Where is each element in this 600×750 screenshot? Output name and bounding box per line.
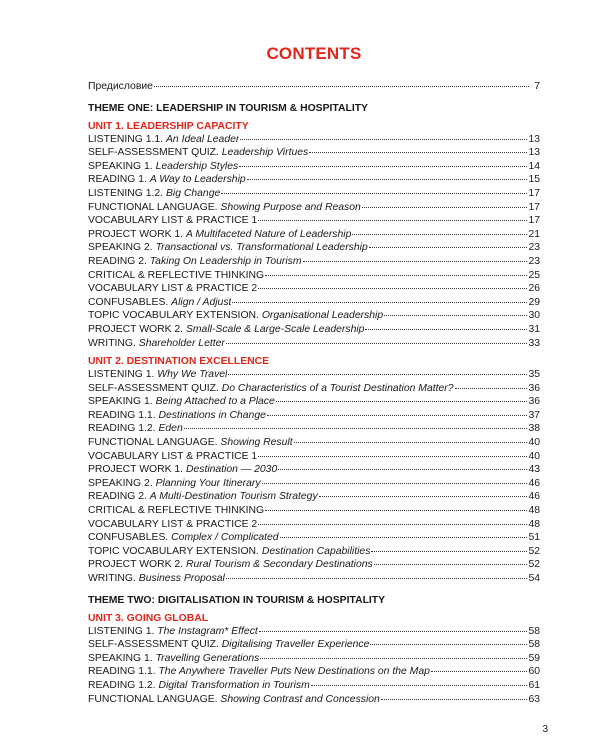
toc-page-number: 58 bbox=[528, 639, 540, 651]
toc-entry-title: Organisational Leadership bbox=[261, 310, 384, 322]
toc-entry-section: SPEAKING 2. bbox=[88, 477, 156, 489]
toc-entry-title: The Anywhere Traveller Puts New Destinations on the Map bbox=[158, 666, 430, 678]
toc-page-number: 40 bbox=[528, 437, 540, 449]
toc-entry-title: Showing Contrast and Concession bbox=[220, 693, 380, 705]
toc-page-number: 51 bbox=[528, 532, 540, 544]
dot-leader bbox=[265, 510, 527, 511]
toc-entry[interactable] bbox=[88, 368, 540, 382]
toc-page-number: 63 bbox=[528, 693, 540, 705]
toc-page-number: 58 bbox=[528, 625, 540, 637]
dot-leader bbox=[352, 234, 527, 235]
toc-entry-section: LISTENING 1.1. bbox=[88, 133, 166, 145]
toc-entry-section: VOCABULARY LIST & PRACTICE 1 bbox=[88, 215, 258, 227]
unit-heading: UNIT 1. LEADERSHIP CAPACITY bbox=[88, 120, 249, 132]
toc-page-number: 36 bbox=[528, 396, 540, 408]
toc-entry-section: READING 1.2. bbox=[88, 423, 159, 435]
toc-entry-title: A Way to Leadership bbox=[149, 174, 246, 186]
toc-entry[interactable] bbox=[88, 518, 540, 532]
toc-entry-title: Shareholder Letter bbox=[138, 337, 225, 349]
dot-leader bbox=[280, 537, 528, 538]
toc-page-number: 33 bbox=[528, 337, 540, 349]
toc-entry-section: SELF-ASSESSMENT QUIZ. bbox=[88, 639, 222, 651]
toc-entry-label bbox=[88, 395, 275, 409]
toc-entry-section: WRITING. bbox=[88, 573, 139, 584]
toc-entry-title: Destination — 2030 bbox=[185, 464, 278, 476]
toc-entry[interactable] bbox=[88, 282, 540, 296]
toc-page-number: 21 bbox=[528, 228, 540, 240]
toc-entry[interactable] bbox=[88, 296, 540, 310]
toc-page-number: 7 bbox=[534, 81, 540, 92]
toc-entry-section: PROJECT WORK 2. bbox=[88, 323, 186, 335]
toc-entry-label bbox=[88, 652, 259, 666]
dot-leader bbox=[228, 374, 527, 375]
dot-leader bbox=[371, 551, 527, 552]
toc-entry-section: FUNCTIONAL LANGUAGE. bbox=[88, 437, 221, 449]
toc-page-number: 43 bbox=[528, 464, 540, 476]
dot-leader bbox=[362, 207, 528, 208]
toc-entry-label bbox=[88, 214, 257, 228]
toc-entry-label bbox=[88, 558, 373, 572]
toc-page-number: 14 bbox=[528, 160, 540, 172]
toc-entry-title: Planning Your Itinerary bbox=[155, 477, 261, 489]
toc-entry-label bbox=[88, 504, 264, 518]
toc-entry-section: TOPIC VOCABULARY EXTENSION. bbox=[88, 310, 262, 322]
toc-entry-title: Digitalising Traveller Experience bbox=[221, 639, 370, 651]
toc-entry-title: Being Attached to a Place bbox=[155, 396, 275, 408]
toc-entry-label bbox=[88, 382, 454, 396]
toc-entry-label bbox=[88, 545, 370, 559]
toc-entry[interactable] bbox=[88, 309, 540, 323]
toc-page-number: 25 bbox=[528, 269, 540, 281]
toc-entry-section: READING 1.2. bbox=[88, 679, 159, 691]
toc-entry[interactable] bbox=[88, 504, 540, 518]
toc-entry-title: Eden bbox=[158, 423, 183, 435]
toc-entry-section: SELF-ASSESSMENT QUIZ. bbox=[88, 382, 222, 394]
toc-entry-title: Travelling Generations bbox=[155, 652, 260, 664]
toc-entry-label bbox=[88, 422, 183, 436]
toc-entry-title: A Multifaceted Nature of Leadership bbox=[185, 228, 352, 240]
toc-entry-title: The Instagram* Effect bbox=[157, 625, 258, 637]
toc-page-number: 31 bbox=[528, 323, 540, 335]
toc-entry[interactable] bbox=[88, 409, 540, 423]
toc-page-number: 52 bbox=[528, 545, 540, 557]
toc-entry-section: SPEAKING 1. bbox=[88, 160, 156, 172]
toc-entry-label bbox=[88, 241, 368, 255]
toc-entry[interactable] bbox=[88, 422, 540, 436]
dot-leader bbox=[431, 671, 528, 672]
toc-entry-section: VOCABULARY LIST & PRACTICE 1 bbox=[88, 450, 258, 462]
toc-entry-section: PROJECT WORK 1. bbox=[88, 228, 186, 240]
toc-entry-title: Align / Adjust bbox=[171, 296, 232, 308]
toc-page-number: 61 bbox=[528, 679, 540, 691]
toc-page-number: 38 bbox=[528, 423, 540, 435]
dot-leader bbox=[311, 685, 528, 686]
toc-page-number: 17 bbox=[528, 215, 540, 227]
toc-entry-section: LISTENING 1. bbox=[88, 625, 158, 637]
toc-page-number: 29 bbox=[528, 296, 540, 308]
toc-entry-section: SPEAKING 1. bbox=[88, 396, 156, 408]
toc-page-number: 48 bbox=[528, 505, 540, 517]
toc-page-number: 46 bbox=[528, 491, 540, 503]
toc-entry-title: A Multi-Destination Tourism Strategy bbox=[149, 491, 318, 503]
dot-leader bbox=[319, 496, 528, 497]
toc-entry-section: FUNCTIONAL LANGUAGE. bbox=[88, 693, 221, 705]
toc-entry-section: READING 2. bbox=[88, 491, 150, 503]
toc-entry-label bbox=[88, 638, 369, 652]
toc-page-number: 60 bbox=[528, 666, 540, 678]
toc-entry-title: Small-Scale & Large-Scale Leadership bbox=[185, 323, 365, 335]
toc-entry-section: VOCABULARY LIST & PRACTICE 2 bbox=[88, 283, 258, 295]
toc-entry-section: CONFUSABLES. bbox=[88, 296, 172, 308]
dot-leader bbox=[260, 658, 527, 659]
toc-entry[interactable] bbox=[88, 337, 540, 351]
dot-leader bbox=[239, 166, 527, 167]
toc-entry-section: WRITING. bbox=[88, 337, 139, 349]
dot-leader bbox=[303, 261, 528, 262]
toc-page-number: 13 bbox=[528, 133, 540, 145]
toc-entry-label bbox=[88, 160, 238, 174]
dot-leader bbox=[384, 315, 527, 316]
dot-leader bbox=[455, 388, 528, 389]
unit-heading: UNIT 3. GOING GLOBAL bbox=[88, 612, 209, 624]
toc-entry-label bbox=[88, 173, 246, 187]
dot-leader bbox=[154, 86, 529, 87]
toc-entry-title: Transactional vs. Transformational Leadership bbox=[155, 242, 368, 254]
dot-leader bbox=[259, 631, 528, 632]
dot-leader bbox=[278, 469, 527, 470]
dot-leader bbox=[258, 524, 527, 525]
toc-entry[interactable] bbox=[88, 133, 540, 147]
toc-entry-label bbox=[88, 368, 227, 382]
toc-entry-label bbox=[88, 518, 257, 532]
toc-entry-title: Leadership Styles bbox=[155, 160, 239, 172]
toc-page-number: 23 bbox=[528, 255, 540, 267]
dot-leader bbox=[232, 302, 527, 303]
toc-entry-title: Destination Capabilities bbox=[261, 545, 371, 557]
toc-entry-label bbox=[88, 625, 258, 639]
toc-entry[interactable] bbox=[88, 693, 540, 707]
toc-entry-label bbox=[88, 572, 225, 586]
toc-entry[interactable] bbox=[88, 395, 540, 409]
theme-heading: THEME TWO: DIGITALISATION IN TOURISM & HOSPITALITY bbox=[88, 594, 386, 606]
dot-leader bbox=[309, 152, 527, 153]
toc-page-number: 17 bbox=[528, 201, 540, 213]
toc-entry[interactable] bbox=[88, 625, 540, 639]
toc-entry-label bbox=[88, 323, 364, 337]
toc-entry[interactable] bbox=[88, 160, 540, 174]
toc-entry-label bbox=[88, 679, 310, 693]
toc-entry-title: Destinations in Change bbox=[158, 409, 266, 421]
toc-entry[interactable] bbox=[88, 241, 540, 255]
toc-entry[interactable] bbox=[88, 382, 540, 396]
page-title: CONTENTS bbox=[266, 44, 362, 63]
toc-entry[interactable] bbox=[88, 679, 540, 693]
toc-entry-title: Big Change bbox=[165, 187, 221, 199]
toc-entry[interactable] bbox=[88, 450, 540, 464]
toc-entry-section: PROJECT WORK 1. bbox=[88, 464, 186, 476]
toc-entry-label bbox=[88, 255, 302, 269]
toc-entry-label bbox=[88, 201, 361, 215]
toc-page-number: 26 bbox=[528, 283, 540, 295]
dot-leader bbox=[265, 275, 527, 276]
toc-entry[interactable] bbox=[88, 201, 540, 215]
dot-leader bbox=[258, 220, 527, 221]
toc-entry-label bbox=[88, 531, 279, 545]
toc-entry-label bbox=[88, 187, 220, 201]
toc-entry-label bbox=[88, 409, 266, 423]
toc-body bbox=[88, 102, 540, 707]
toc-entry-section: SPEAKING 2. bbox=[88, 242, 156, 254]
dot-leader bbox=[247, 179, 528, 180]
dot-leader bbox=[374, 564, 528, 565]
toc-entry-label bbox=[88, 477, 261, 491]
toc-entry-title: Business Proposal bbox=[138, 573, 225, 584]
toc-entry-section: SELF-ASSESSMENT QUIZ. bbox=[88, 147, 222, 159]
dot-leader bbox=[226, 343, 528, 344]
toc-entry[interactable] bbox=[88, 477, 540, 491]
toc-entry[interactable] bbox=[88, 146, 540, 160]
toc-entry-title: Digital Transformation in Tourism bbox=[158, 679, 310, 691]
toc-entry-title: Taking On Leadership in Tourism bbox=[149, 255, 302, 267]
toc-entry-label bbox=[88, 337, 225, 351]
toc-entry-title: Do Characteristics of a Tourist Destination Matter? bbox=[221, 382, 454, 394]
toc-entry-section: LISTENING 1. bbox=[88, 369, 158, 381]
toc-page-number: 15 bbox=[528, 174, 540, 186]
toc-page-number: 36 bbox=[528, 382, 540, 394]
toc-page-number: 35 bbox=[528, 369, 540, 381]
toc-entry[interactable] bbox=[88, 269, 540, 283]
toc-entry-title: An Ideal Leader bbox=[165, 133, 240, 145]
toc-page-number: 46 bbox=[528, 477, 540, 489]
toc-entry-label bbox=[88, 146, 308, 160]
toc-entry[interactable] bbox=[88, 531, 540, 545]
dot-leader bbox=[369, 247, 528, 248]
toc-entry-label bbox=[88, 296, 231, 310]
toc-entry[interactable] bbox=[88, 436, 540, 450]
toc-entry-label bbox=[88, 309, 383, 323]
toc-entry[interactable] bbox=[88, 490, 540, 504]
dot-leader bbox=[184, 428, 528, 429]
toc-entry-title: Complex / Complicated bbox=[171, 532, 279, 544]
toc-entry-label: Предисловие bbox=[88, 81, 153, 92]
toc-page-number: 40 bbox=[528, 450, 540, 462]
toc-entry[interactable] bbox=[88, 187, 540, 201]
dot-leader bbox=[221, 193, 527, 194]
dot-leader bbox=[294, 442, 528, 443]
toc-entry-section: LISTENING 1.2. bbox=[88, 187, 166, 199]
toc-entry-section: READING 1. bbox=[88, 174, 150, 186]
contents-page bbox=[88, 44, 540, 706]
toc-entry-section: CRITICAL & REFLECTIVE THINKING bbox=[88, 269, 265, 281]
toc-page-number: 54 bbox=[528, 573, 540, 584]
toc-entry-label bbox=[88, 269, 264, 283]
toc-entry-label bbox=[88, 436, 293, 450]
toc-entry[interactable] bbox=[88, 323, 540, 337]
page-number: 3 bbox=[542, 724, 548, 735]
toc-entry-label bbox=[88, 282, 257, 296]
toc-entry[interactable] bbox=[88, 572, 540, 586]
toc-entry-section: READING 1.1. bbox=[88, 666, 159, 678]
dot-leader bbox=[258, 288, 527, 289]
dot-leader bbox=[365, 329, 527, 330]
dot-leader bbox=[370, 644, 527, 645]
toc-entry-section: VOCABULARY LIST & PRACTICE 2 bbox=[88, 518, 258, 530]
toc-entry-section: READING 1.1. bbox=[88, 409, 159, 421]
dot-leader bbox=[381, 699, 528, 700]
toc-entry-title: Showing Result bbox=[220, 437, 293, 449]
dot-leader bbox=[240, 139, 527, 140]
theme-heading: THEME ONE: LEADERSHIP IN TOURISM & HOSPITALITY bbox=[88, 102, 368, 114]
toc-entry-section: CONFUSABLES. bbox=[88, 532, 172, 544]
toc-page-number: 30 bbox=[528, 310, 540, 322]
toc-entry[interactable] bbox=[88, 463, 540, 477]
dot-leader bbox=[258, 456, 527, 457]
toc-entry-label bbox=[88, 665, 430, 679]
toc-entry-preface[interactable] bbox=[88, 80, 540, 94]
toc-page-number: 37 bbox=[528, 409, 540, 421]
toc-entry-label bbox=[88, 693, 380, 707]
toc-entry[interactable] bbox=[88, 558, 540, 572]
toc-page-number: 52 bbox=[528, 559, 540, 571]
toc-entry[interactable] bbox=[88, 228, 540, 242]
dot-leader bbox=[262, 483, 528, 484]
toc-entry[interactable] bbox=[88, 652, 540, 666]
toc-entry[interactable] bbox=[88, 665, 540, 679]
toc-entry-label bbox=[88, 490, 318, 504]
toc-entry-section: PROJECT WORK 2. bbox=[88, 559, 186, 571]
toc-entry[interactable] bbox=[88, 255, 540, 269]
toc-page-number: 17 bbox=[528, 187, 540, 199]
toc-entry-label bbox=[88, 133, 239, 147]
toc-entry-section: SPEAKING 1. bbox=[88, 652, 156, 664]
toc-entry-section: READING 2. bbox=[88, 255, 150, 267]
toc-page-number: 13 bbox=[528, 147, 540, 159]
toc-entry-section: CRITICAL & REFLECTIVE THINKING bbox=[88, 505, 265, 517]
toc-entry-title: Showing Purpose and Reason bbox=[220, 201, 361, 213]
toc-entry-title: Why We Travel bbox=[157, 369, 228, 381]
toc-entry-label bbox=[88, 228, 351, 242]
toc-entry-section: FUNCTIONAL LANGUAGE. bbox=[88, 201, 221, 213]
toc-page-number: 59 bbox=[528, 652, 540, 664]
toc-entry-section: TOPIC VOCABULARY EXTENSION. bbox=[88, 545, 262, 557]
dot-leader bbox=[276, 401, 528, 402]
toc-page-number: 23 bbox=[528, 242, 540, 254]
toc-entry[interactable] bbox=[88, 638, 540, 652]
toc-entry-title: Rural Tourism & Secondary Destinations bbox=[185, 559, 373, 571]
toc-entry[interactable] bbox=[88, 214, 540, 228]
toc-entry-title: Leadership Virtues bbox=[221, 147, 309, 159]
dot-leader bbox=[267, 415, 528, 416]
toc-entry[interactable] bbox=[88, 173, 540, 187]
toc-entry-label bbox=[88, 450, 257, 464]
toc-page-number: 48 bbox=[528, 518, 540, 530]
unit-heading: UNIT 2. DESTINATION EXCELLENCE bbox=[88, 356, 270, 368]
dot-leader bbox=[226, 578, 528, 579]
toc-entry-label bbox=[88, 463, 277, 477]
toc-entry[interactable] bbox=[88, 545, 540, 559]
